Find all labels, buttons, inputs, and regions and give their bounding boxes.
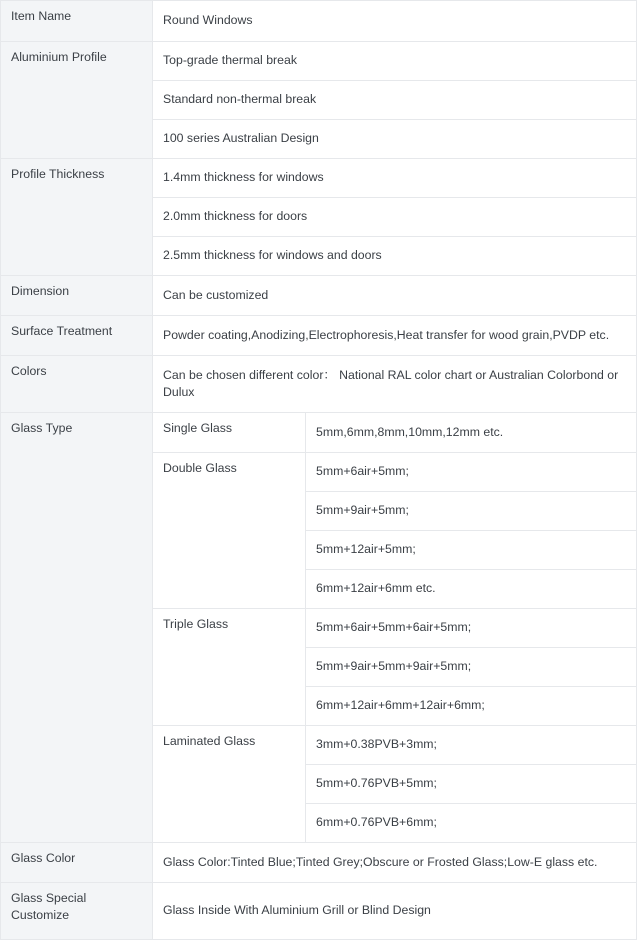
row-value-aluminium-profile-1: Top-grade thermal break	[153, 42, 637, 81]
row-label-glass-type: Glass Type	[1, 413, 153, 843]
row-value-colors: Can be chosen different color： National RAL color chart or Australian Colorbond or Dulux	[153, 356, 637, 413]
row-value-dimension: Can be customized	[153, 276, 637, 316]
row-value-laminated-glass-2: 5mm+0.76PVB+5mm;	[306, 765, 637, 804]
row-value-profile-thickness-2: 2.0mm thickness for doors	[153, 198, 637, 237]
table-row	[1, 316, 637, 356]
table-row	[1, 1, 637, 42]
table-row	[1, 356, 637, 413]
table-row	[1, 42, 637, 81]
row-value-triple-glass-2: 5mm+9air+5mm+9air+5mm;	[306, 648, 637, 687]
table-row	[1, 276, 637, 316]
table-row	[1, 843, 637, 883]
row-value-aluminium-profile-2: Standard non-thermal break	[153, 81, 637, 120]
row-value-aluminium-profile-3: 100 series Australian Design	[153, 120, 637, 159]
row-value-glass-special-customize: Glass Inside With Aluminium Grill or Blind Design	[153, 883, 637, 940]
row-value-double-glass-4: 6mm+12air+6mm etc.	[306, 570, 637, 609]
row-value-double-glass-1: 5mm+6air+5mm;	[306, 453, 637, 492]
sublabel-single-glass: Single Glass	[153, 413, 306, 453]
table-row	[1, 159, 637, 198]
row-value-double-glass-2: 5mm+9air+5mm;	[306, 492, 637, 531]
row-label-surface-treatment: Surface Treatment	[1, 316, 153, 356]
table-row	[1, 883, 637, 940]
row-value-laminated-glass-3: 6mm+0.76PVB+6mm;	[306, 804, 637, 843]
sublabel-triple-glass: Triple Glass	[153, 609, 306, 726]
row-value-item-name: Round Windows	[153, 1, 637, 42]
row-value-glass-color: Glass Color:Tinted Blue;Tinted Grey;Obscure or Frosted Glass;Low-E glass etc.	[153, 843, 637, 883]
row-value-single-glass-1: 5mm,6mm,8mm,10mm,12mm etc.	[306, 413, 637, 453]
row-value-profile-thickness-3: 2.5mm thickness for windows and doors	[153, 237, 637, 276]
sublabel-laminated-glass: Laminated Glass	[153, 726, 306, 843]
row-label-colors: Colors	[1, 356, 153, 413]
row-label-profile-thickness: Profile Thickness	[1, 159, 153, 276]
row-label-dimension: Dimension	[1, 276, 153, 316]
row-label-aluminium-profile: Aluminium Profile	[1, 42, 153, 159]
row-value-profile-thickness-1: 1.4mm thickness for windows	[153, 159, 637, 198]
table-row	[1, 413, 637, 453]
row-label-item-name: Item Name	[1, 1, 153, 42]
row-label-glass-color: Glass Color	[1, 843, 153, 883]
row-value-triple-glass-3: 6mm+12air+6mm+12air+6mm;	[306, 687, 637, 726]
row-value-laminated-glass-1: 3mm+0.38PVB+3mm;	[306, 726, 637, 765]
sublabel-double-glass: Double Glass	[153, 453, 306, 609]
row-label-glass-special-customize: Glass Special Customize	[1, 883, 153, 940]
row-value-double-glass-3: 5mm+12air+5mm;	[306, 531, 637, 570]
row-value-triple-glass-1: 5mm+6air+5mm+6air+5mm;	[306, 609, 637, 648]
row-value-surface-treatment: Powder coating,Anodizing,Electrophoresis,Heat transfer for wood grain,PVDP etc.	[153, 316, 637, 356]
